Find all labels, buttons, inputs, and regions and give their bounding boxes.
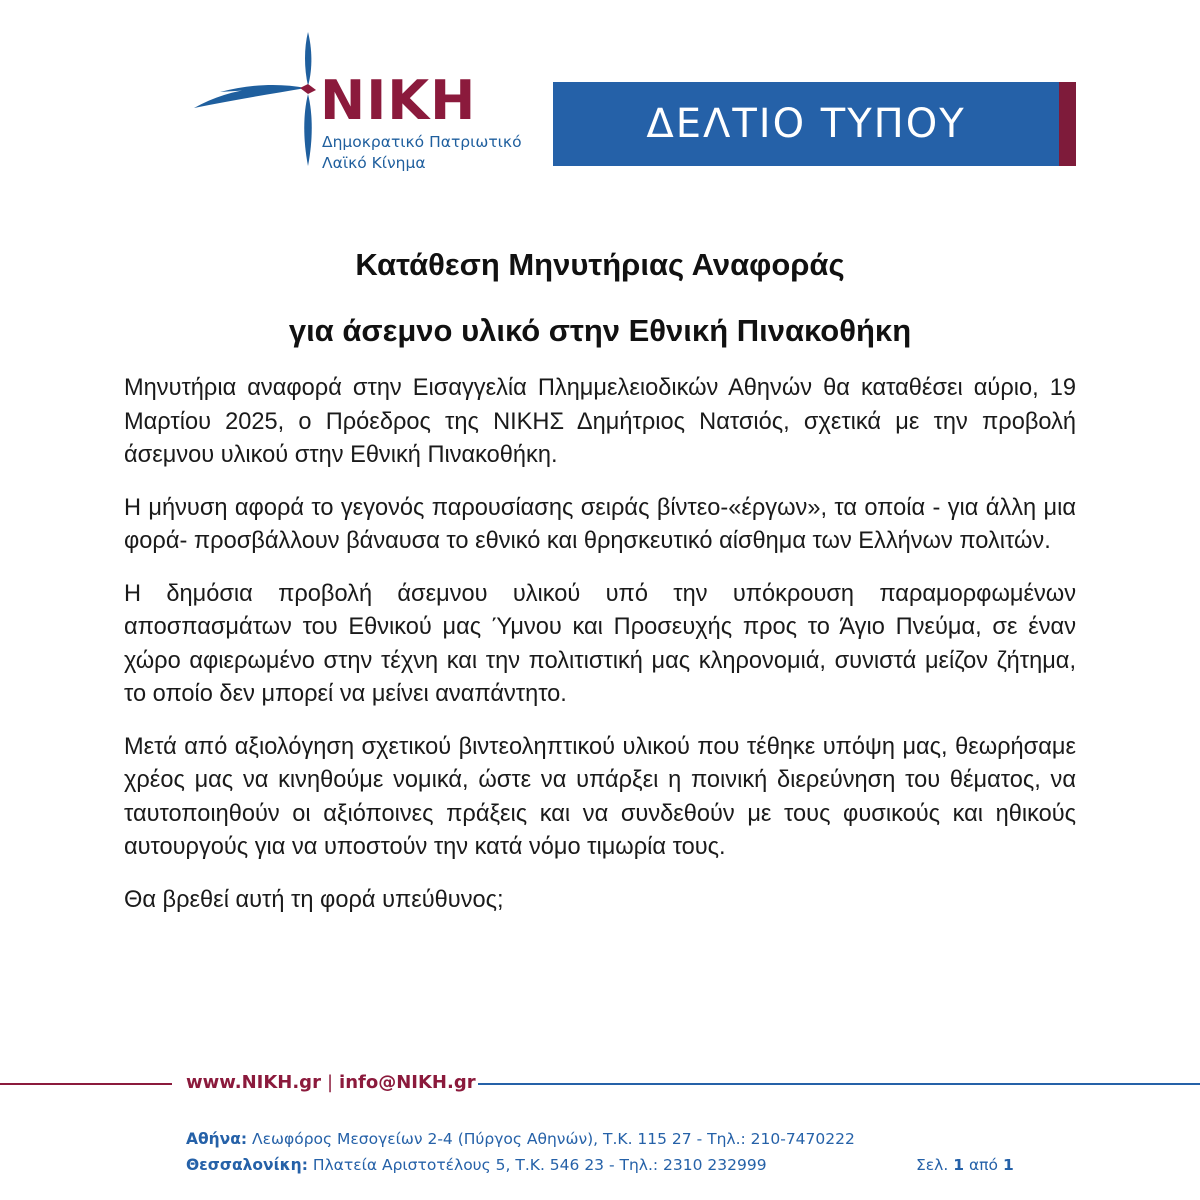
banner-title: ΔΕΛΤΙΟ ΤΥΠΟΥ	[646, 101, 966, 147]
page-number	[916, 1156, 1014, 1174]
page-current: 1	[953, 1156, 965, 1174]
document-title-line2: για άσεμνο υλικό στην Εθνική Πινακοθήκη	[288, 313, 912, 348]
footer-divider-right	[478, 1083, 1200, 1085]
athens-label: Αθήνα:	[186, 1130, 248, 1148]
page-of-label: από	[968, 1156, 998, 1174]
document-title-line1: Κατάθεση Μηνυτήριας Αναφοράς	[355, 247, 845, 282]
thessaloniki-label: Θεσσαλονίκη:	[186, 1156, 308, 1174]
banner-accent-bar	[1059, 82, 1076, 166]
body-paragraph-2: Η μήνυση αφορά το γεγονός παρουσίασης σειράς βίντεο-«έργων», τα οποία - για άλλη μια φορά- προσβάλλουν βάναυσα το εθνικό και θρησκευτικό αίσθημα των Ελλήνων πολιτών.	[124, 494, 1076, 554]
footer-divider-left	[0, 1083, 172, 1085]
footer-separator: |	[326, 1072, 334, 1093]
logo-wordmark: NIKH	[320, 69, 477, 132]
body-paragraph-3: Η δημόσια προβολή άσεμνου υλικού υπό την υπόκρουση παραμορφωμένων αποσπασμάτων του Εθνικού μας Ύμνου και Προσευχής προς το Άγιο Πνεύμα, σε έναν χώρο αφιερωμένο στην τέχνη και την πολιτιστική μας κληρονομιά, συνιστά μείζον ζήτημα, το οποίο δεν μπορεί να μείνει αναπάντητο.	[124, 580, 1076, 707]
email-link[interactable]: info@NIKH.gr	[339, 1072, 476, 1093]
logo-emblem-icon	[190, 28, 330, 178]
body-paragraph-5: Θα βρεθεί αυτή τη φορά υπεύθυνος;	[124, 886, 504, 913]
page-total: 1	[1002, 1156, 1014, 1174]
footer-contact-links	[186, 1072, 476, 1093]
thessaloniki-address	[186, 1156, 767, 1174]
athens-address-text: Λεωφόρος Μεσογείων 2-4 (Πύργος Αθηνών), Τ.Κ. 115 27 - Τηλ.: 210-7470222	[252, 1130, 855, 1148]
party-logo	[190, 28, 540, 178]
page-label: Σελ.	[916, 1156, 949, 1174]
document-body	[124, 372, 1076, 936]
website-link[interactable]: www.NIKH.gr	[186, 1072, 321, 1093]
thessaloniki-address-text: Πλατεία Αριστοτέλους 5, Τ.Κ. 546 23 - Τηλ.: 2310 232999	[312, 1156, 767, 1174]
logo-tagline-line1: Δημοκρατικό Πατριωτικό	[322, 133, 522, 151]
body-paragraph-1: Μηνυτήρια αναφορά στην Εισαγγελία Πλημμελειοδικών Αθηνών θα καταθέσει αύριο, 19 Μαρτίου 2025, ο Πρόεδρος της ΝΙΚΗΣ Δημήτριος Νατσιός, σχετικά με την προβολή άσεμνου υλικού στην Εθνική Πινακοθήκη.	[124, 375, 1076, 468]
athens-address	[186, 1130, 855, 1148]
logo-tagline-line2: Λαϊκό Κίνημα	[322, 154, 426, 172]
body-paragraph-4: Μετά από αξιολόγηση σχετικού βιντεοληπτικού υλικού που τέθηκε υπόψη μας, θεωρήσαμε χρέος μας να κινηθούμε νομικά, ώστε να υπάρξει η ποινική διερεύνηση του θέματος, να ταυτοποιηθούν οι αξιόποινες πράξεις και να συνδεθούν με τους φυσικούς και ηθικούς αυτουργούς για να υποστούν την κατά νόμο τιμωρία τους.	[124, 733, 1076, 860]
logo-tagline	[322, 132, 522, 174]
